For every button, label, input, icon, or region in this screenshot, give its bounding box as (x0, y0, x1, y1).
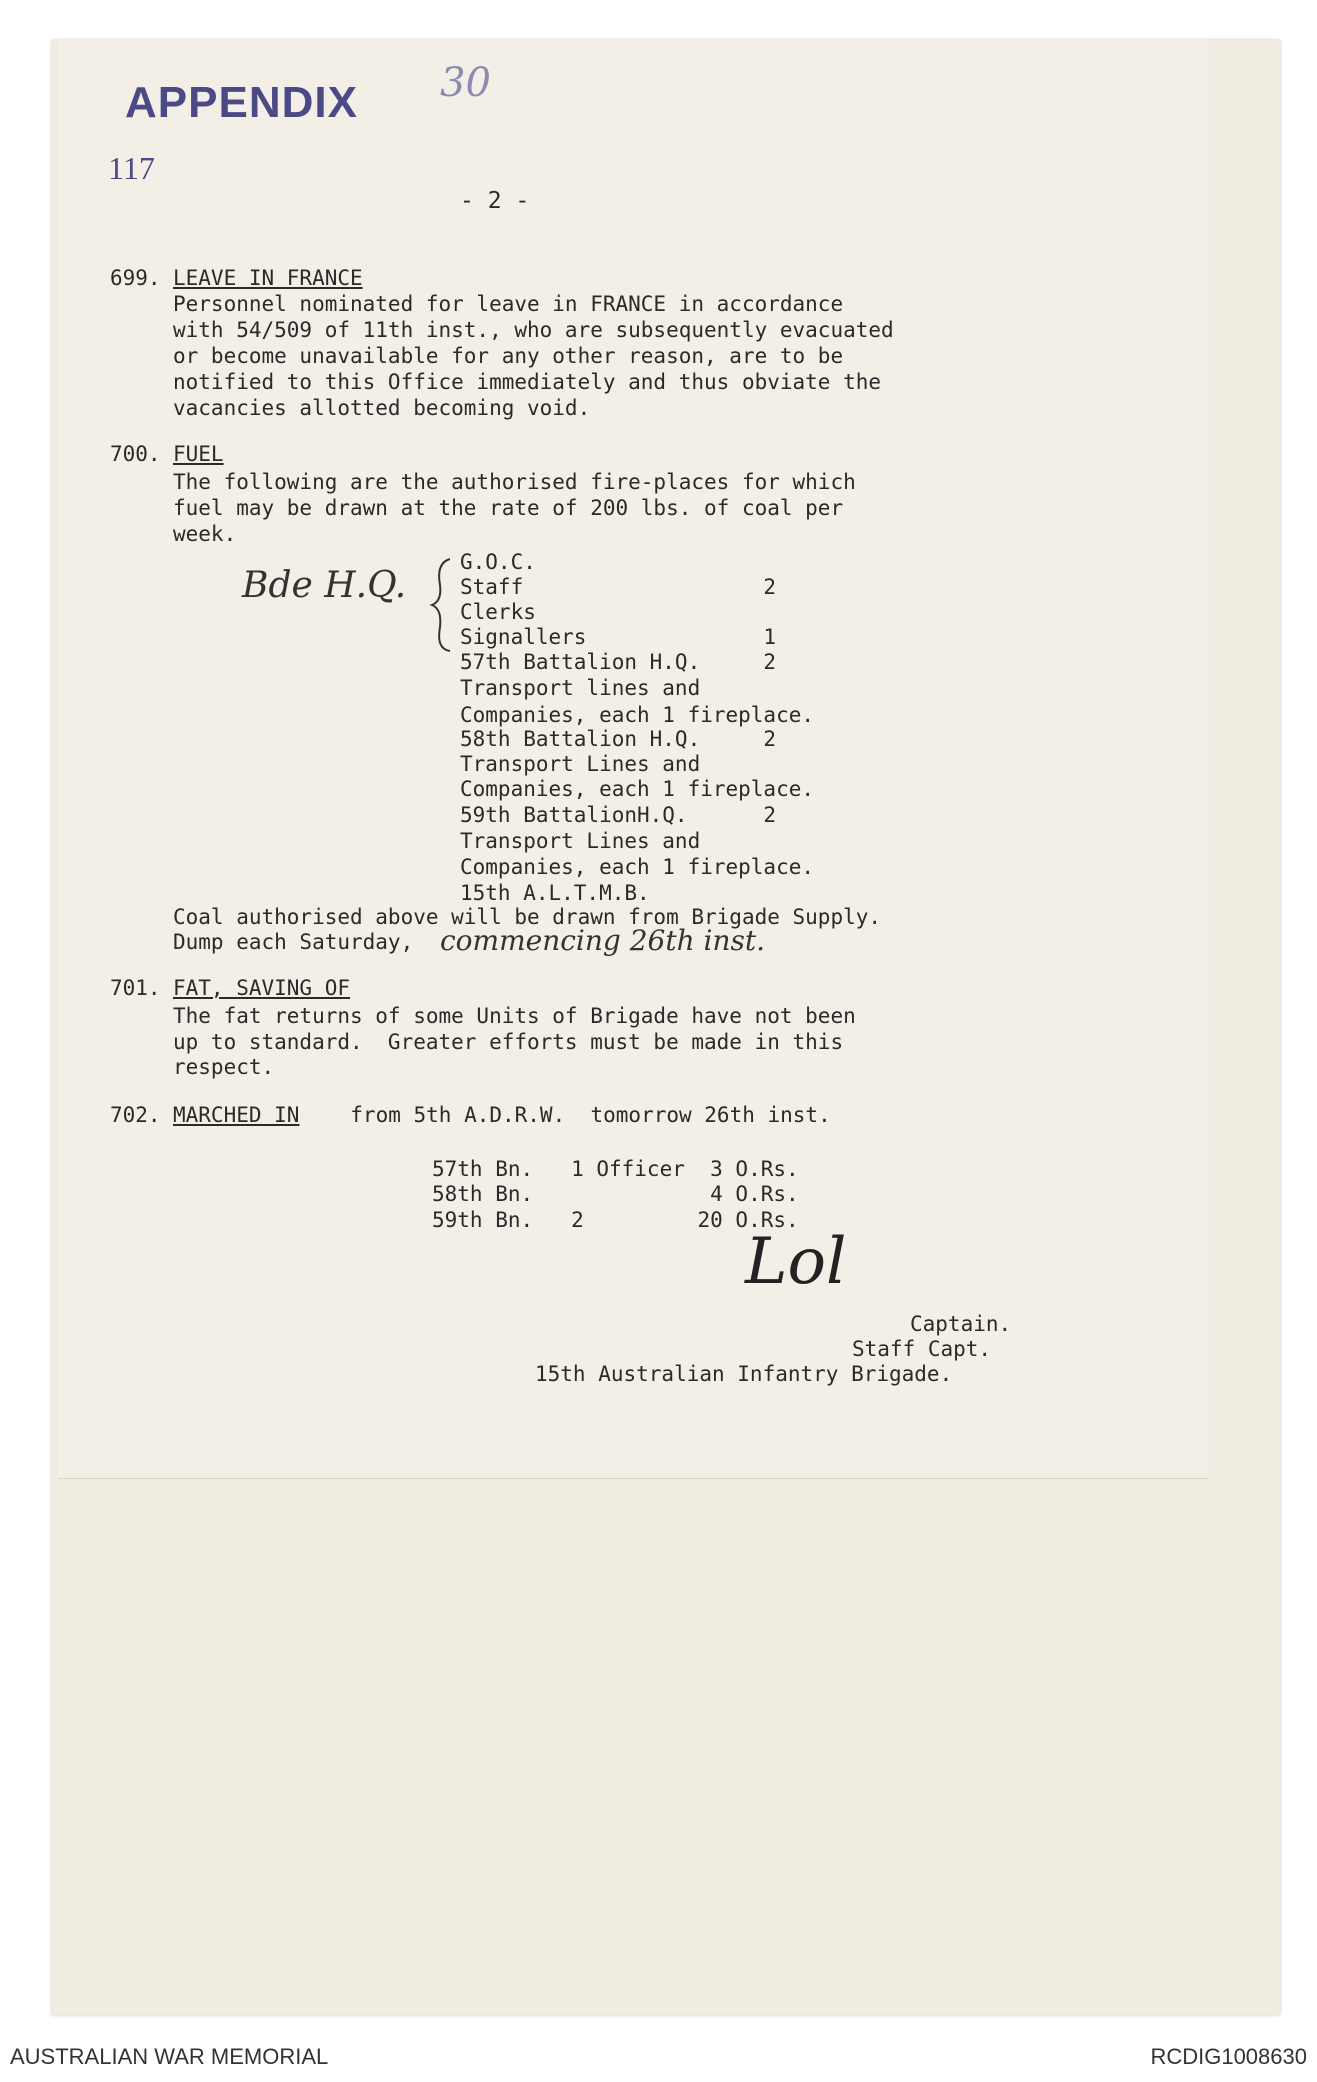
footer-left: AUSTRALIAN WAR MEMORIAL (10, 2044, 329, 2069)
fuel-table-row: Signallers 1 (460, 625, 777, 649)
fuel-table-row: 59th BattalionH.Q. 2 (460, 803, 777, 827)
fuel-table-row: Companies, each 1 fireplace. (460, 777, 815, 801)
item-700-line: fuel may be drawn at the rate of 200 lbs. of coal per (173, 496, 844, 520)
fuel-table-row: G.O.C. (460, 550, 536, 574)
item-699-heading: LEAVE IN FRANCE (173, 266, 363, 290)
footer-right: RCDIG1008630 (1150, 2044, 1307, 2069)
fuel-table-row: Transport Lines and (460, 829, 701, 853)
fuel-table-row: 58th Battalion H.Q. 2 (460, 727, 777, 751)
item-699-line: vacancies allotted becoming void. (173, 396, 591, 420)
item-702-heading: MARCHED IN (173, 1103, 300, 1127)
item-699-line: notified to this Office immediately and thus obviate the (173, 370, 882, 394)
fuel-table-row: 15th A.L.T.M.B. (460, 881, 650, 905)
fuel-table-row: Companies, each 1 fireplace. (460, 855, 815, 879)
marched-row: 58th Bn. 4 O.Rs. (432, 1182, 799, 1206)
item-701-line: The fat returns of some Units of Brigade have not been (173, 1004, 856, 1028)
item-702-text: from 5th A.D.R.W. tomorrow 26th inst. (325, 1103, 831, 1127)
item-702-number: 702. (110, 1103, 161, 1127)
brace-mark (428, 555, 458, 655)
appendix-number: 117 (108, 150, 155, 186)
item-699-line: or become unavailable for any other reason, are to be (173, 344, 844, 368)
item-701-line: up to standard. Greater efforts must be made in this (173, 1030, 844, 1054)
fuel-table-row: Staff 2 (460, 575, 777, 599)
item-699-line: Personnel nominated for leave in FRANCE in accordance (173, 292, 844, 316)
item-700-closing-line: Dump each Saturday, (173, 930, 414, 954)
fuel-table-row: Transport lines and (460, 676, 701, 700)
item-700-line: The following are the authorised fire-places for which (173, 470, 856, 494)
appendix-stamp: APPENDIX (125, 78, 358, 127)
item-700-number: 700. (110, 442, 161, 466)
item-701-heading: FAT, SAVING OF (173, 976, 351, 1000)
fuel-table-row: Clerks (460, 600, 536, 624)
pencil-number: 30 (440, 60, 491, 106)
bde-hq-margin-note: Bde H.Q. (242, 565, 407, 606)
item-700-line: week. (173, 522, 237, 546)
item-701-line: respect. (173, 1055, 275, 1079)
item-699-number: 699. (110, 266, 161, 290)
handwritten-addition: commencing 26th inst. (440, 924, 766, 957)
signature-rank: Captain. (910, 1312, 1012, 1336)
signature: Lol (745, 1225, 847, 1299)
item-699-line: with 54/509 of 11th inst., who are subsequently evacuated (173, 318, 894, 342)
fuel-table-row: Companies, each 1 fireplace. (460, 703, 815, 727)
signature-role: Staff Capt. (852, 1337, 992, 1361)
item-701-number: 701. (110, 976, 161, 1000)
item-700-closing-line: Coal authorised above will be drawn from Brigade Supply. (173, 905, 882, 929)
marched-row: 59th Bn. 2 20 O.Rs. (432, 1208, 799, 1232)
item-700-heading: FUEL (173, 442, 224, 466)
signature-unit: 15th Australian Infantry Brigade. (535, 1362, 953, 1386)
fuel-table-row: Transport Lines and (460, 752, 701, 776)
fuel-table-row: 57th Battalion H.Q. 2 (460, 650, 777, 674)
marched-row: 57th Bn. 1 Officer 3 O.Rs. (432, 1157, 799, 1181)
page-number: - 2 - (460, 188, 530, 214)
